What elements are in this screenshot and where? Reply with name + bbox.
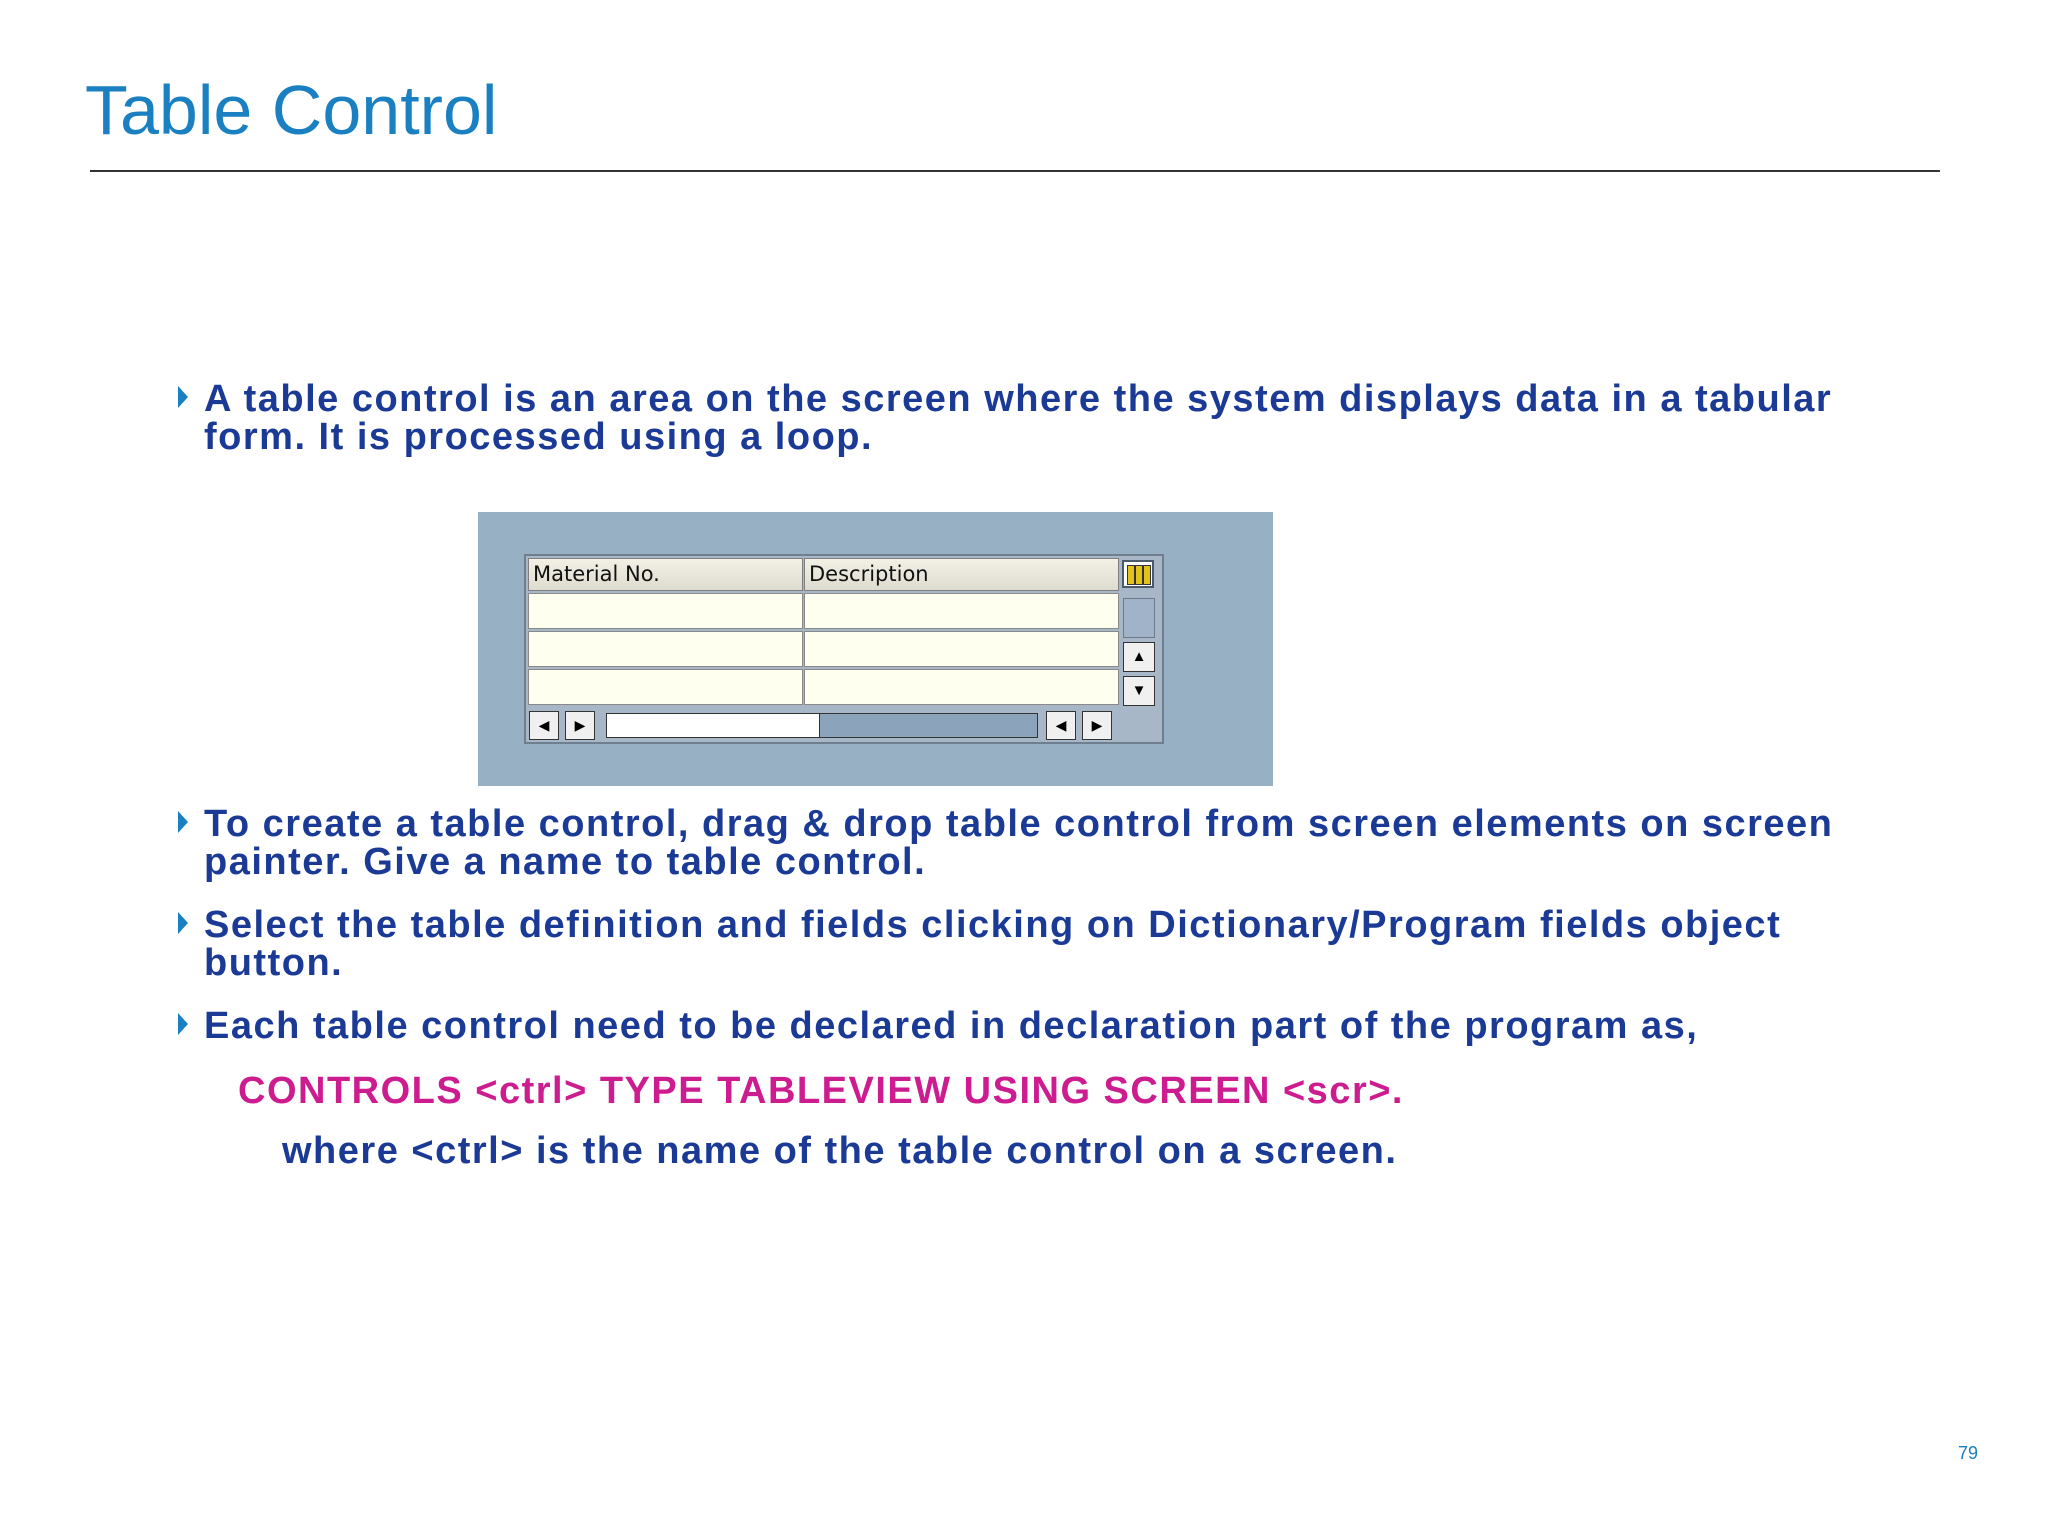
bullet-text: To create a table control, drag & drop table control from screen elements on screen painter. Give a name to table control. <box>204 803 1834 883</box>
bullet-arrow-icon <box>178 811 188 833</box>
table-control-screenshot <box>478 512 1273 786</box>
bullet-text: Each table control need to be declared in declaration part of the program as, <box>204 1005 1699 1047</box>
bullet-arrow-icon <box>178 912 188 934</box>
scroll-right-icon[interactable]: ▶ <box>565 711 595 740</box>
vertical-scrollbar-thumb[interactable] <box>1123 598 1155 638</box>
horizontal-scrollbar[interactable] <box>606 713 1038 738</box>
bullet-arrow-icon <box>178 1013 188 1035</box>
column-header-description[interactable]: Description <box>804 558 1119 591</box>
bullet-item-4 <box>178 1007 1898 1045</box>
table-cell[interactable] <box>528 669 803 705</box>
slide-title: Table Control <box>85 71 498 149</box>
table-control <box>524 554 1164 744</box>
table-cell[interactable] <box>804 631 1119 667</box>
scroll-up-icon[interactable]: ▲ <box>1123 642 1155 672</box>
scroll-right-icon[interactable]: ▶ <box>1082 711 1112 740</box>
table-cell[interactable] <box>804 669 1119 705</box>
bullet-text: A table control is an area on the screen where the system displays data in a tabular form. It is processed using a loop. <box>204 378 1833 458</box>
table-cell[interactable] <box>804 593 1119 629</box>
bullet-arrow-icon <box>178 386 188 408</box>
scroll-left-icon[interactable]: ◀ <box>1046 711 1076 740</box>
title-divider <box>90 170 1940 172</box>
column-header-material-no[interactable]: Material No. <box>528 558 803 591</box>
bullet-text: Select the table definition and fields clicking on Dictionary/Program fields object button. <box>204 904 1782 984</box>
bullet-item-3 <box>178 906 1898 982</box>
bullet-item-2 <box>178 805 1898 881</box>
code-explanation: where <ctrl> is the name of the table control on a screen. <box>282 1130 1398 1172</box>
table-cell[interactable] <box>528 631 803 667</box>
table-settings-icon[interactable] <box>1122 560 1154 588</box>
bullet-item-1 <box>178 380 1898 456</box>
scroll-left-icon[interactable]: ◀ <box>529 711 559 740</box>
code-statement: CONTROLS <ctrl> TYPE TABLEVIEW USING SCREEN <scr>. <box>238 1070 1404 1112</box>
page-number: 79 <box>1957 1443 1978 1463</box>
table-cell[interactable] <box>528 593 803 629</box>
scroll-down-icon[interactable]: ▼ <box>1123 676 1155 706</box>
horizontal-scrollbar-thumb[interactable] <box>607 714 820 737</box>
